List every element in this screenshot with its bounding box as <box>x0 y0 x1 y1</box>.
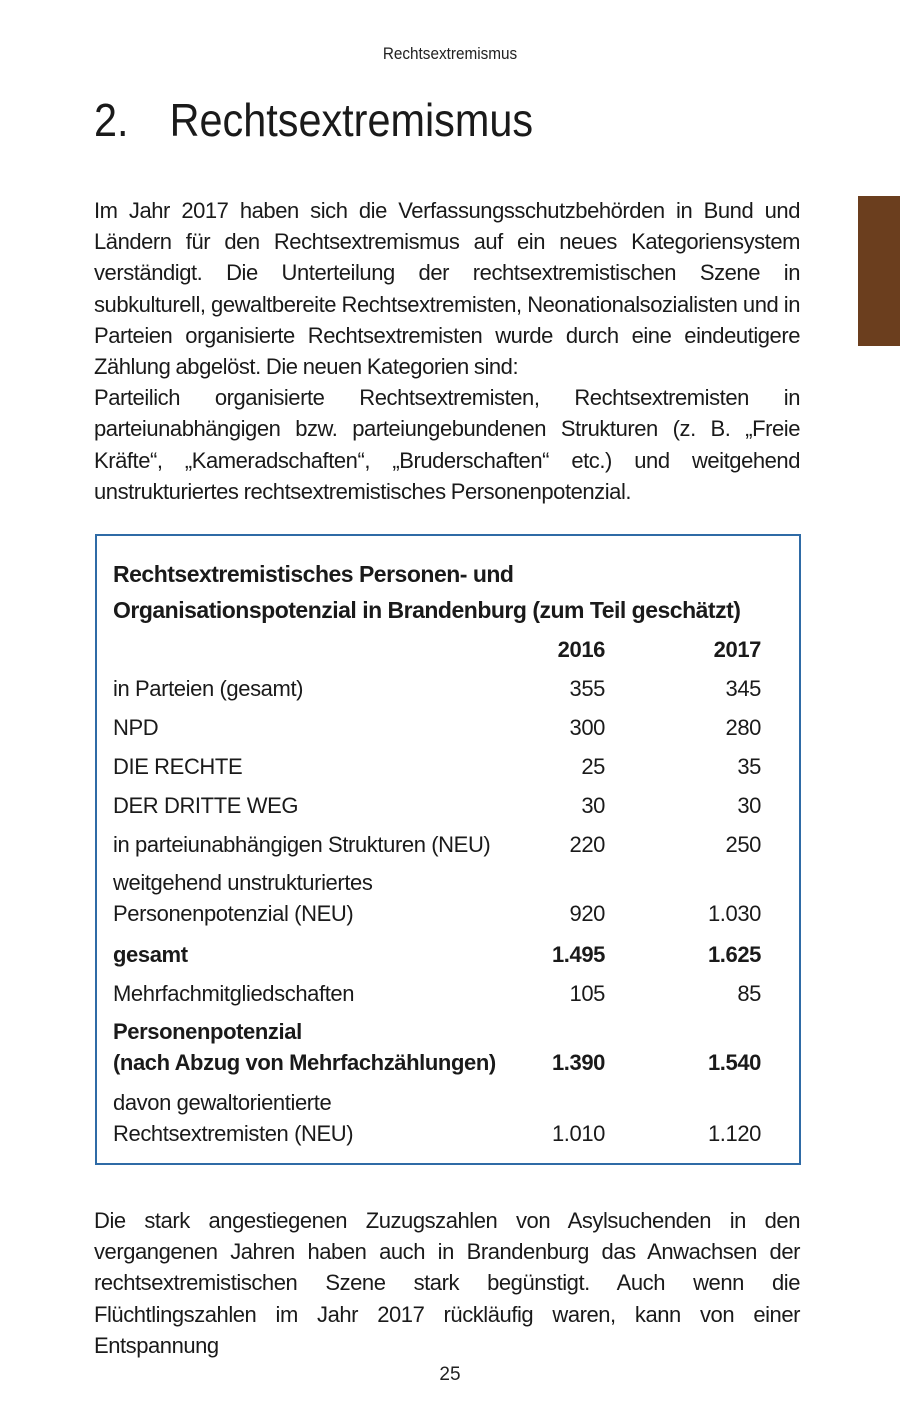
chapter-number: 2. <box>94 94 129 146</box>
header-year-2017: 2017 <box>713 637 761 662</box>
row-label <box>113 929 513 968</box>
row-label-line: DER DRITTE WEG <box>113 793 299 818</box>
statistics-table <box>113 631 761 1149</box>
value-2017: 250 <box>725 832 761 857</box>
row-label-line: davon gewaltorientierte <box>113 1090 332 1115</box>
row-label <box>113 741 513 780</box>
value-2016: 220 <box>569 832 605 857</box>
value-2016: 920 <box>569 901 605 926</box>
table-row <box>113 741 761 780</box>
running-head: Rechtsextremismus <box>382 44 518 63</box>
row-label-line: in parteiunabhängigen Strukturen (NEU) <box>113 832 491 857</box>
value-2016: 300 <box>569 715 605 740</box>
value-2017: 35 <box>737 754 761 779</box>
value-2017: 1.540 <box>707 1050 761 1075</box>
intro-paragraph-1: Im Jahr 2017 haben sich die Verfassungsschutzbehörden in Bund und Ländern für den Rechtsextremismus auf ein neues Kategoriensystem verständigt. Die Unterteilung der rechtsextremistischen Szene in subkulturell, gewaltbereite Rechtsextremisten, Neonationalsozialisten und in Parteien organisierte Rechtsextremisten wurde durch eine eindeutigere Zählung abgelöst. Die neuen Kategorien sind: <box>94 198 800 380</box>
row-label-line: in Parteien (gesamt) <box>113 676 304 701</box>
row-label-line: Personenpotenzial <box>113 1019 302 1044</box>
closing-text <box>94 1205 800 1361</box>
table-row <box>113 819 761 858</box>
row-label <box>113 858 513 929</box>
row-label <box>113 663 513 702</box>
closing-paragraph: Die stark angestiegenen Zuzugszahlen von Asylsuchenden in den vergangenen Jahren haben auch in Brandenburg das Anwachsen der rechtsextremistischen Szene stark begünstigt. Auch wenn die Flüchtlingszahlen im Jahr 2017 rückläufig waren, kann von einer Entspannung <box>94 1208 800 1358</box>
row-label-line: NPD <box>113 715 159 740</box>
row-label-line: (nach Abzug von Mehrfachzählungen) <box>113 1050 496 1075</box>
row-label-line: Rechtsextremisten (NEU) <box>113 1121 354 1146</box>
row-label <box>113 702 513 741</box>
row-label-line: weitgehend unstrukturiertes <box>113 870 373 895</box>
row-label-line: DIE RECHTE <box>113 754 243 779</box>
value-2017: 30 <box>737 793 761 818</box>
row-label <box>113 1078 513 1149</box>
table-body <box>113 663 761 1149</box>
table-header-row <box>113 631 761 663</box>
table-row <box>113 1078 761 1149</box>
value-2017: 345 <box>725 676 761 701</box>
chapter-title-text: Rechtsextremismus <box>169 94 534 146</box>
value-2016: 1.010 <box>551 1121 605 1146</box>
table-row <box>113 780 761 819</box>
chapter-title <box>94 92 533 148</box>
value-2016: 25 <box>581 754 605 779</box>
infobox-title-line-2: Organisationspotenzial in Brandenburg (zum Teil geschätzt) <box>113 597 741 623</box>
table-row <box>113 663 761 702</box>
value-2017: 1.120 <box>707 1121 761 1146</box>
value-2017: 1.030 <box>707 901 761 926</box>
value-2016: 355 <box>569 676 605 701</box>
table-row <box>113 702 761 741</box>
value-2017: 1.625 <box>707 942 761 967</box>
row-label-line: gesamt <box>113 942 188 967</box>
infobox-title <box>113 556 793 628</box>
table-row <box>113 929 761 968</box>
value-2017: 280 <box>725 715 761 740</box>
statistics-infobox <box>95 534 801 1165</box>
page-number: 25 <box>439 1364 461 1385</box>
value-2016: 105 <box>569 981 605 1006</box>
value-2016: 1.495 <box>551 942 605 967</box>
header-year-2016: 2016 <box>557 637 605 662</box>
table-row <box>113 858 761 929</box>
row-label-line: Personenpotenzial (NEU) <box>113 901 354 926</box>
table-row <box>113 1007 761 1078</box>
chapter-thumb-tab <box>858 196 900 346</box>
header-label-cell <box>113 631 513 663</box>
intro-paragraph-2: Parteilich organisierte Rechtsextremisten, Rechtsextremisten in parteiunabhängigen bzw. parteiungebundenen Strukturen (z. B. „Freie Kräfte“, „Kameradschaften“, „Bruderschaften“ etc.) und weitgehend unstrukturiertes rechtsextremistisches Personenpotenzial. <box>94 385 800 504</box>
row-label <box>113 1007 513 1078</box>
value-2016: 30 <box>581 793 605 818</box>
row-label <box>113 819 513 858</box>
infobox-title-line-1: Rechtsextremistisches Personen- und <box>113 561 514 587</box>
value-2016: 1.390 <box>551 1050 605 1075</box>
row-label-line: Mehrfachmitgliedschaften <box>113 981 355 1006</box>
table-row <box>113 968 761 1007</box>
value-2017: 85 <box>737 981 761 1006</box>
row-label <box>113 968 513 1007</box>
intro-text <box>94 195 800 507</box>
row-label <box>113 780 513 819</box>
